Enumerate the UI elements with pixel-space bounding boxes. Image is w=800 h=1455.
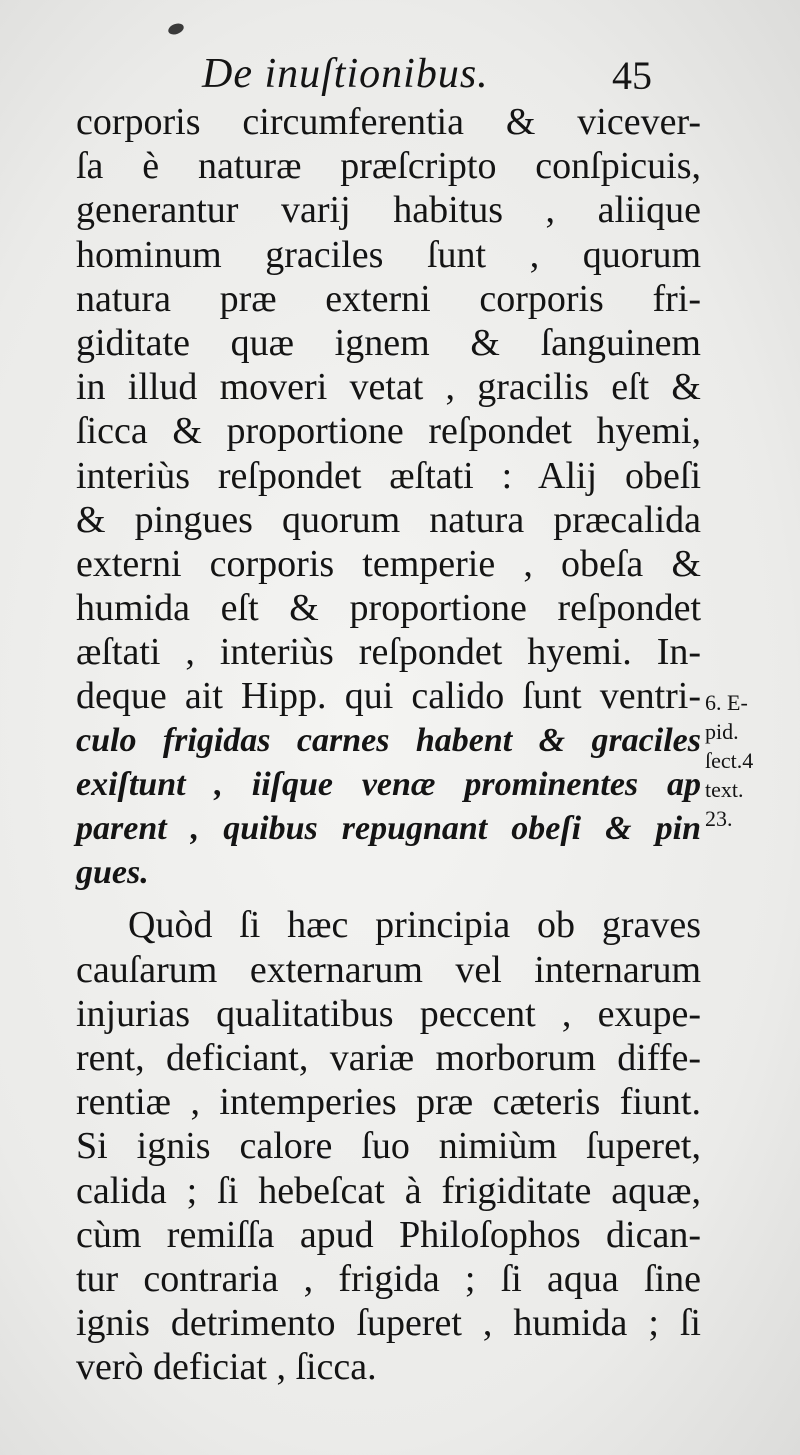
text-line: & pingues quorum natura præcalida (76, 498, 701, 541)
ink-blot (167, 22, 185, 37)
text-line: culo frigidas carnes habent & graciles (76, 721, 701, 759)
margin-note-line: 23. (705, 806, 733, 831)
text-line: rentiæ , intemperies præ cæteris fiunt. (76, 1081, 701, 1124)
margin-note-line: text. (705, 777, 744, 802)
text-line: natura præ externi corporis fri- (76, 277, 701, 320)
text-line: externi corporis temperie , obeſa & (76, 542, 701, 585)
text-line: æſtati , interiùs reſpondet hyemi. In- (76, 631, 701, 674)
text-line: ſa è naturæ præſcripto conſpicuis, (76, 145, 701, 188)
text-line: exiſtunt , iiſque venæ prominentes ap (76, 765, 701, 803)
margin-note-line: ſect.4 (705, 748, 754, 773)
text-line: tur contraria , frigida ; ſi aqua ſine (76, 1257, 701, 1300)
margin-note (705, 688, 795, 833)
text-line: in illud moveri vetat , gracilis eſt & (76, 366, 701, 409)
text-line: injurias qualitatibus peccent , exupe- (76, 992, 701, 1035)
text-line: humida eſt & proportione reſpondet (76, 587, 701, 630)
text-line: deque ait Hipp. qui calido ſunt ventri- (76, 675, 701, 718)
text-line: parent , quibus repugnant obeſi & pin (76, 810, 701, 847)
body-text (76, 100, 701, 1389)
text-line: ſicca & proportione reſpondet hyemi, (76, 410, 701, 453)
text-line: Si ignis calore ſuo nimiùm ſuperet, (76, 1125, 701, 1168)
text-line: hominum graciles ſunt , quorum (76, 233, 701, 276)
text-line: ignis detrimento ſuperet , humida ; ſi (76, 1302, 701, 1345)
text-line: cauſarum externarum vel internarum (76, 948, 701, 991)
text-line: corporis circumferentia & vicever- (76, 101, 701, 143)
text-line: giditate quæ ignem & ſanguinem (76, 321, 701, 364)
text-line: interiùs reſpondet æſtati : Alij obeſi (76, 454, 701, 497)
paragraph-gap (76, 895, 701, 903)
text-line: rent, deficiant, variæ morborum diffe- (76, 1036, 701, 1079)
running-title: De inuſtionibus. (202, 51, 489, 97)
margin-note-line: pid. (705, 719, 739, 744)
text-line: verò deficiat , ſicca. (76, 1346, 377, 1389)
text-line: Quòd ſi hæc principia ob graves (128, 904, 701, 947)
text-line: gues. (76, 854, 149, 892)
text-line: generantur varij habitus , aliique (76, 189, 701, 232)
page-number: 45 (612, 53, 652, 98)
margin-note-line: 6. E- (705, 690, 748, 715)
text-line: calida ; ſi hebeſcat à frigiditate aquæ, (76, 1169, 701, 1212)
text-line: cùm remiſſa apud Philoſophos dican- (76, 1213, 701, 1256)
